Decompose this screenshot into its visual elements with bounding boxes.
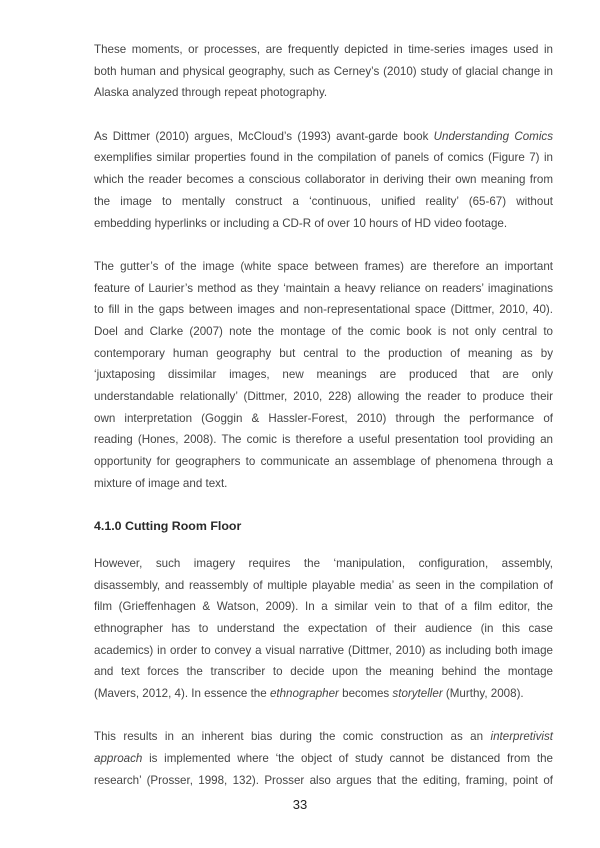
text-line: opportunity for geographers to communicate an assemblage of phenomena through a — [94, 455, 553, 469]
body-text-before-heading — [94, 39, 553, 494]
text-line: These moments, or processes, are frequently depicted in time-series images used in — [94, 43, 553, 56]
text-line: which the reader becomes a conscious collaborator in deriving their own meaning from — [94, 173, 553, 187]
document-page — [94, 39, 553, 813]
text-line — [94, 683, 553, 705]
text-line: research’ (Prosser, 1998, 132). Prosser also argues that the editing, framing, point of — [94, 773, 553, 787]
text-line: exemplifies similar properties found in the compilation of panels of comics (Figure 7) in — [94, 151, 553, 165]
text-segment: is implemented where ‘the object of study cannot be distanced from the — [142, 752, 553, 765]
text-line: the image to mentally construct a ‘continuous, unified reality’ (65-67) without — [94, 194, 553, 208]
text-segment: As Dittmer (2010) argues, McCloud’s (1993) avant-garde book — [94, 129, 434, 143]
text-line: ethnographer has to understand the expectation of their audience (in this case — [94, 621, 553, 635]
text-line: Doel and Clarke (2007) note the montage of the comic book is not only central to — [94, 324, 553, 338]
text-line: own interpretation (Goggin & Hassler-Forest, 2010) through the performance of — [94, 411, 553, 425]
text-line: embedding hyperlinks or including a CD-R of over 10 hours of HD video footage. — [94, 216, 508, 230]
italic-text: Understanding Comics — [433, 129, 553, 143]
text-line: The gutter’s of the image (white space between frames) are therefore an important — [94, 259, 553, 273]
body-text-after-heading — [94, 553, 553, 792]
paragraph — [94, 39, 553, 104]
text-line: feature of Laurier’s method as they ‘maintain a heavy reliance on readers’ imaginations — [94, 281, 553, 295]
text-line: Alaska analyzed through repeat photography. — [94, 86, 328, 100]
text-line: understandable relationally’ (Dittmer, 2010, 228) allowing the reader to produce their — [94, 390, 553, 403]
italic-text: storyteller — [392, 686, 443, 700]
text-segment: (Murthy, 2008). — [442, 686, 524, 700]
italic-text: approach — [94, 752, 143, 765]
text-line: film (Grieffenhagen & Watson, 2009). In a similar vein to that of a film editor, the — [94, 600, 553, 614]
text-line — [94, 726, 553, 748]
paragraph — [94, 553, 553, 705]
paragraph — [94, 726, 553, 791]
text-line: reading (Hones, 2008). The comic is therefore a useful presentation tool providing an — [94, 433, 553, 447]
italic-text: interpretivist — [490, 730, 553, 744]
italic-text: ethnographer — [269, 686, 339, 700]
text-line — [94, 748, 553, 770]
text-line: mixture of image and text. — [94, 476, 228, 490]
text-line: However, such imagery requires the ‘manipulation, configuration, assembly, — [94, 556, 553, 570]
text-line: ‘juxtaposing dissimilar images, new meanings are produced that are only — [94, 368, 553, 382]
text-line — [94, 126, 553, 148]
text-line: disassembly, and reassembly of multiple playable media’ as seen in the compilation of — [94, 578, 553, 592]
text-line: both human and physical geography, such as Cerney’s (2010) study of glacial change in — [94, 64, 553, 78]
paragraph — [94, 126, 553, 234]
text-line: to fill in the gaps between images and non-representational space (Dittmer, 2010, 40). — [94, 303, 553, 317]
text-line: academics) in order to convey a visual narrative (Dittmer, 2010) as including both image — [94, 643, 553, 657]
text-segment: becomes — [338, 686, 393, 700]
section-heading: 4.1.0 Cutting Room Floor — [94, 519, 242, 534]
paragraph — [94, 256, 553, 495]
text-line: contemporary human geography but central to the production of meaning as by — [94, 346, 553, 360]
page-number: 33 — [292, 797, 308, 812]
text-segment: This results in an inherent bias during the comic construction as an — [94, 730, 491, 744]
text-line: and text forces the transcriber to decide upon the meaning behind the montage — [94, 665, 553, 679]
text-segment: (Mavers, 2012, 4). In essence the — [94, 686, 270, 700]
